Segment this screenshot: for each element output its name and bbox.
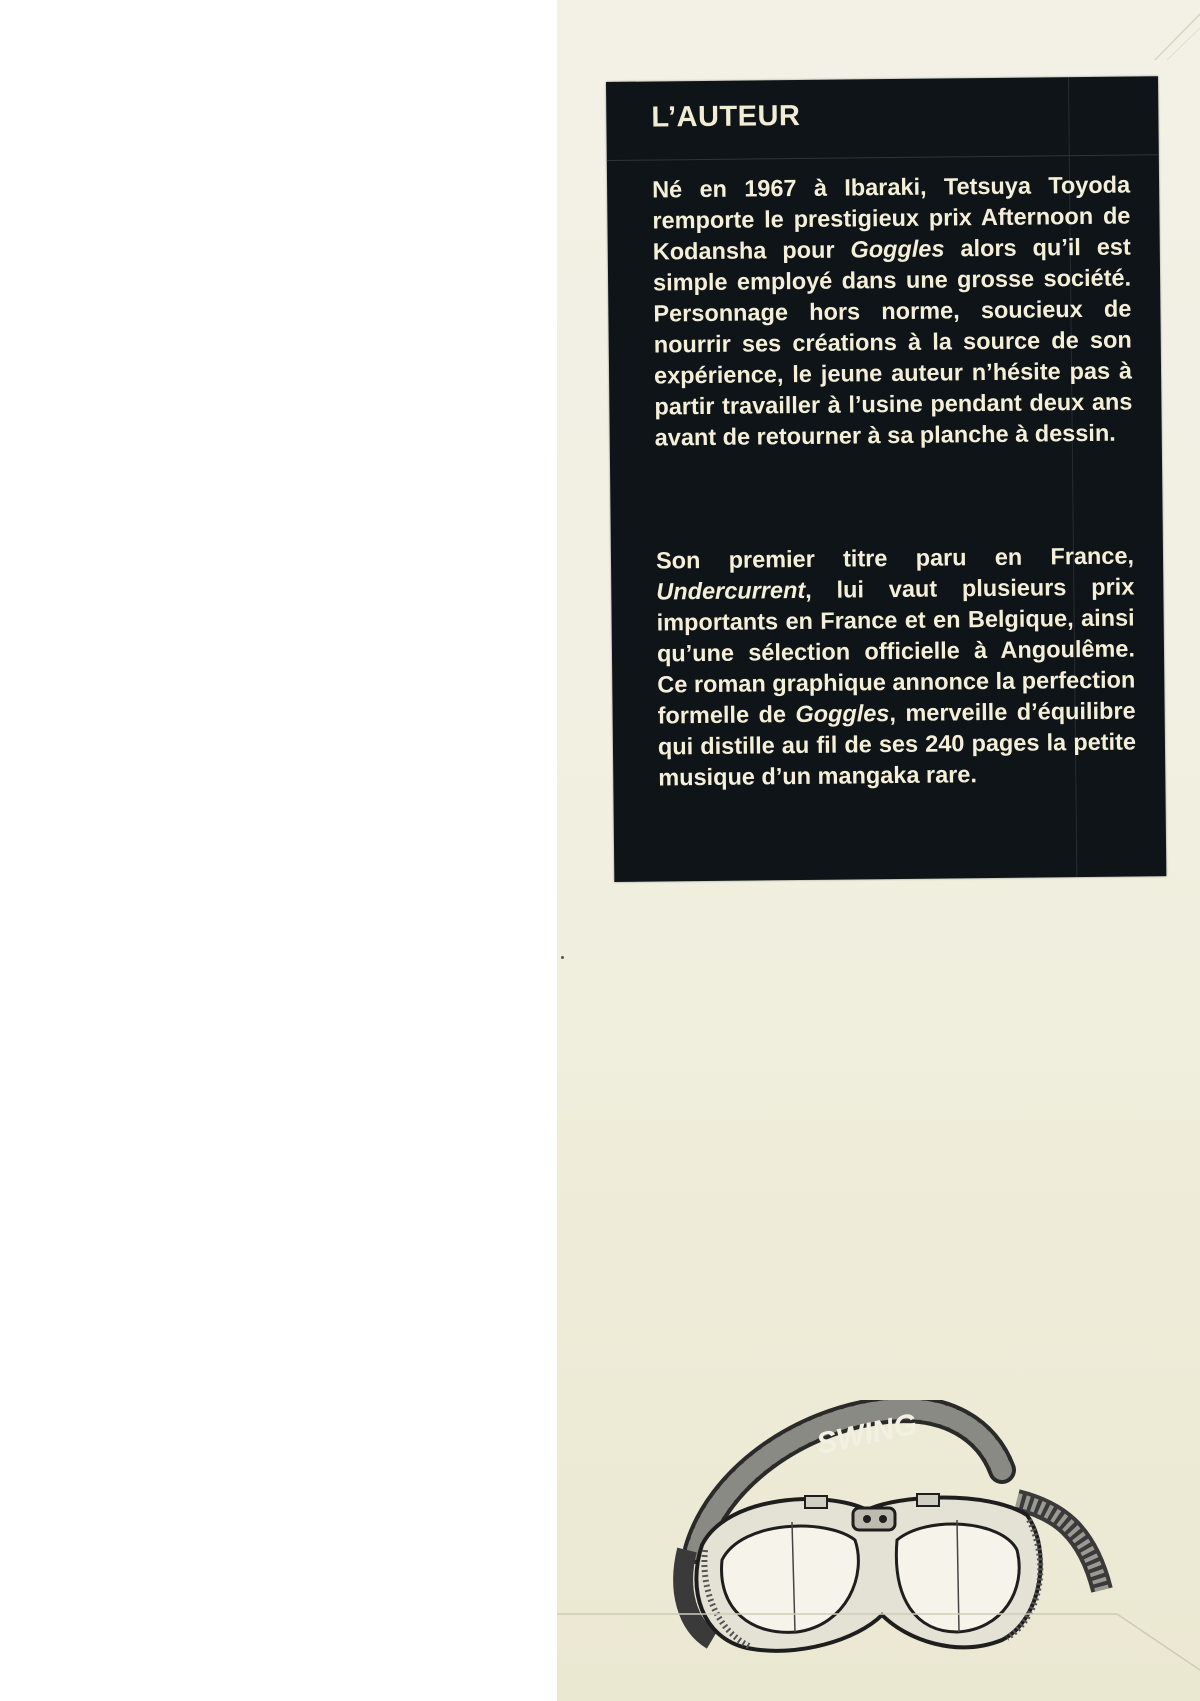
- bio-paragraph-2: Son premier titre paru en France, Undercurrent, lui vaut plusieurs prix importants en France et en Belgique, ainsi qu’une sélection officielle à Angoulême. Ce roman graphique annonce la perfection formelle de Goggles, merveille d’équilibre qui distille au fil de ses 240 pages la petite musique d’un mangaka rare.: [655, 542, 1137, 791]
- section-title: L’AUTEUR: [651, 99, 801, 134]
- bottom-fold-lines: [557, 1610, 1200, 1701]
- author-bio-box: [606, 76, 1166, 882]
- title-divider: [607, 154, 1159, 161]
- ink-speck: [561, 956, 564, 959]
- strap-brand-text: SWING: [813, 1407, 921, 1462]
- book-title-goggles: Goggles: [795, 700, 890, 728]
- book-title-undercurrent: Undercurrent: [656, 576, 806, 605]
- book-title-goggles: Goggles: [850, 235, 945, 263]
- book-flap: [557, 0, 1200, 1701]
- bio-paragraph-1: Né en 1967 à Ibaraki, Tetsuya Toyoda remporte le prestigieux prix Afternoon de Kodansha pour Goggles alors qu’il est simple employé dans une grosse société. Personnage hors norme, soucieux de nourrir ses créations à la source de son expérience, le jeune auteur n’hésite pas à partir travailler à l’usine pendant deux ans avant de retourner à sa planche à dessin.: [651, 171, 1133, 451]
